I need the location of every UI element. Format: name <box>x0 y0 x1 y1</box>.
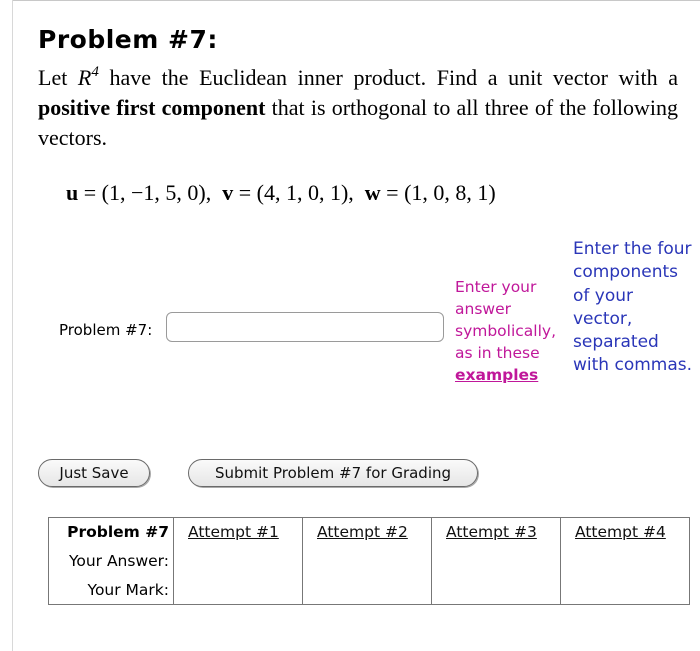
answer-cell-4 <box>561 546 690 575</box>
statement-part2: have the Euclidean inner product. Find a unit vector with a <box>98 65 678 90</box>
just-save-button[interactable]: Just Save <box>38 459 150 487</box>
answer-input[interactable] <box>166 312 444 342</box>
space-letter: R <box>77 65 92 90</box>
answer-cell-3 <box>432 546 561 575</box>
your-mark-label: Your Mark: <box>49 575 174 605</box>
hint-line-2: answer <box>455 300 511 318</box>
vector-u-name: u <box>66 180 79 205</box>
attempt-3-link[interactable]: Attempt #3 <box>446 523 537 541</box>
statement-part1: Let <box>38 65 78 90</box>
vector-w-value: = (1, 0, 8, 1) <box>380 180 496 205</box>
attempts-table <box>48 517 690 605</box>
mark-cell-4 <box>561 575 690 605</box>
table-row <box>49 546 690 575</box>
hint-line-3: symbolically, <box>455 322 557 340</box>
vector-w-name: w <box>364 180 381 205</box>
vector-u-value: = (1, −1, 5, 0), <box>78 180 223 205</box>
table-row <box>49 575 690 605</box>
submit-for-grading-button[interactable]: Submit Problem #7 for Grading <box>188 459 478 487</box>
problem-statement <box>38 63 678 153</box>
mark-cell-2 <box>303 575 432 605</box>
attempt-3-header <box>432 518 561 547</box>
mark-cell-3 <box>432 575 561 605</box>
attempt-1-link[interactable]: Attempt #1 <box>188 523 279 541</box>
frame-left-border <box>12 0 13 651</box>
attempt-4-header <box>561 518 690 547</box>
table-header-problem: Problem #7 <box>49 518 174 547</box>
frame-top-border <box>12 0 700 1</box>
answer-instructions: Enter the four components of your vector, separated with commas. <box>573 239 693 376</box>
problem-title: Problem #7: <box>38 25 218 54</box>
examples-link[interactable]: examples <box>455 366 539 384</box>
vector-v-value: = (4, 1, 0, 1), <box>233 180 365 205</box>
statement-part3: that is orthogonal to all three of the following vectors. <box>38 95 678 150</box>
space-symbol <box>78 65 99 90</box>
vector-equation <box>66 180 496 206</box>
answer-cell-1 <box>174 546 303 575</box>
vector-v-name: v <box>222 180 234 205</box>
symbolic-hint <box>455 276 575 386</box>
hint-line-4: as in these <box>455 344 540 362</box>
statement-bold: positive first component <box>38 95 266 120</box>
attempt-4-link[interactable]: Attempt #4 <box>575 523 666 541</box>
answer-cell-2 <box>303 546 432 575</box>
mark-cell-1 <box>174 575 303 605</box>
hint-line-1: Enter your <box>455 278 537 296</box>
space-exponent: 4 <box>91 64 99 80</box>
attempt-2-header <box>303 518 432 547</box>
your-answer-label: Your Answer: <box>49 546 174 575</box>
attempt-1-header <box>174 518 303 547</box>
table-header-row <box>49 518 690 547</box>
attempt-2-link[interactable]: Attempt #2 <box>317 523 408 541</box>
answer-label: Problem #7: <box>59 321 153 339</box>
